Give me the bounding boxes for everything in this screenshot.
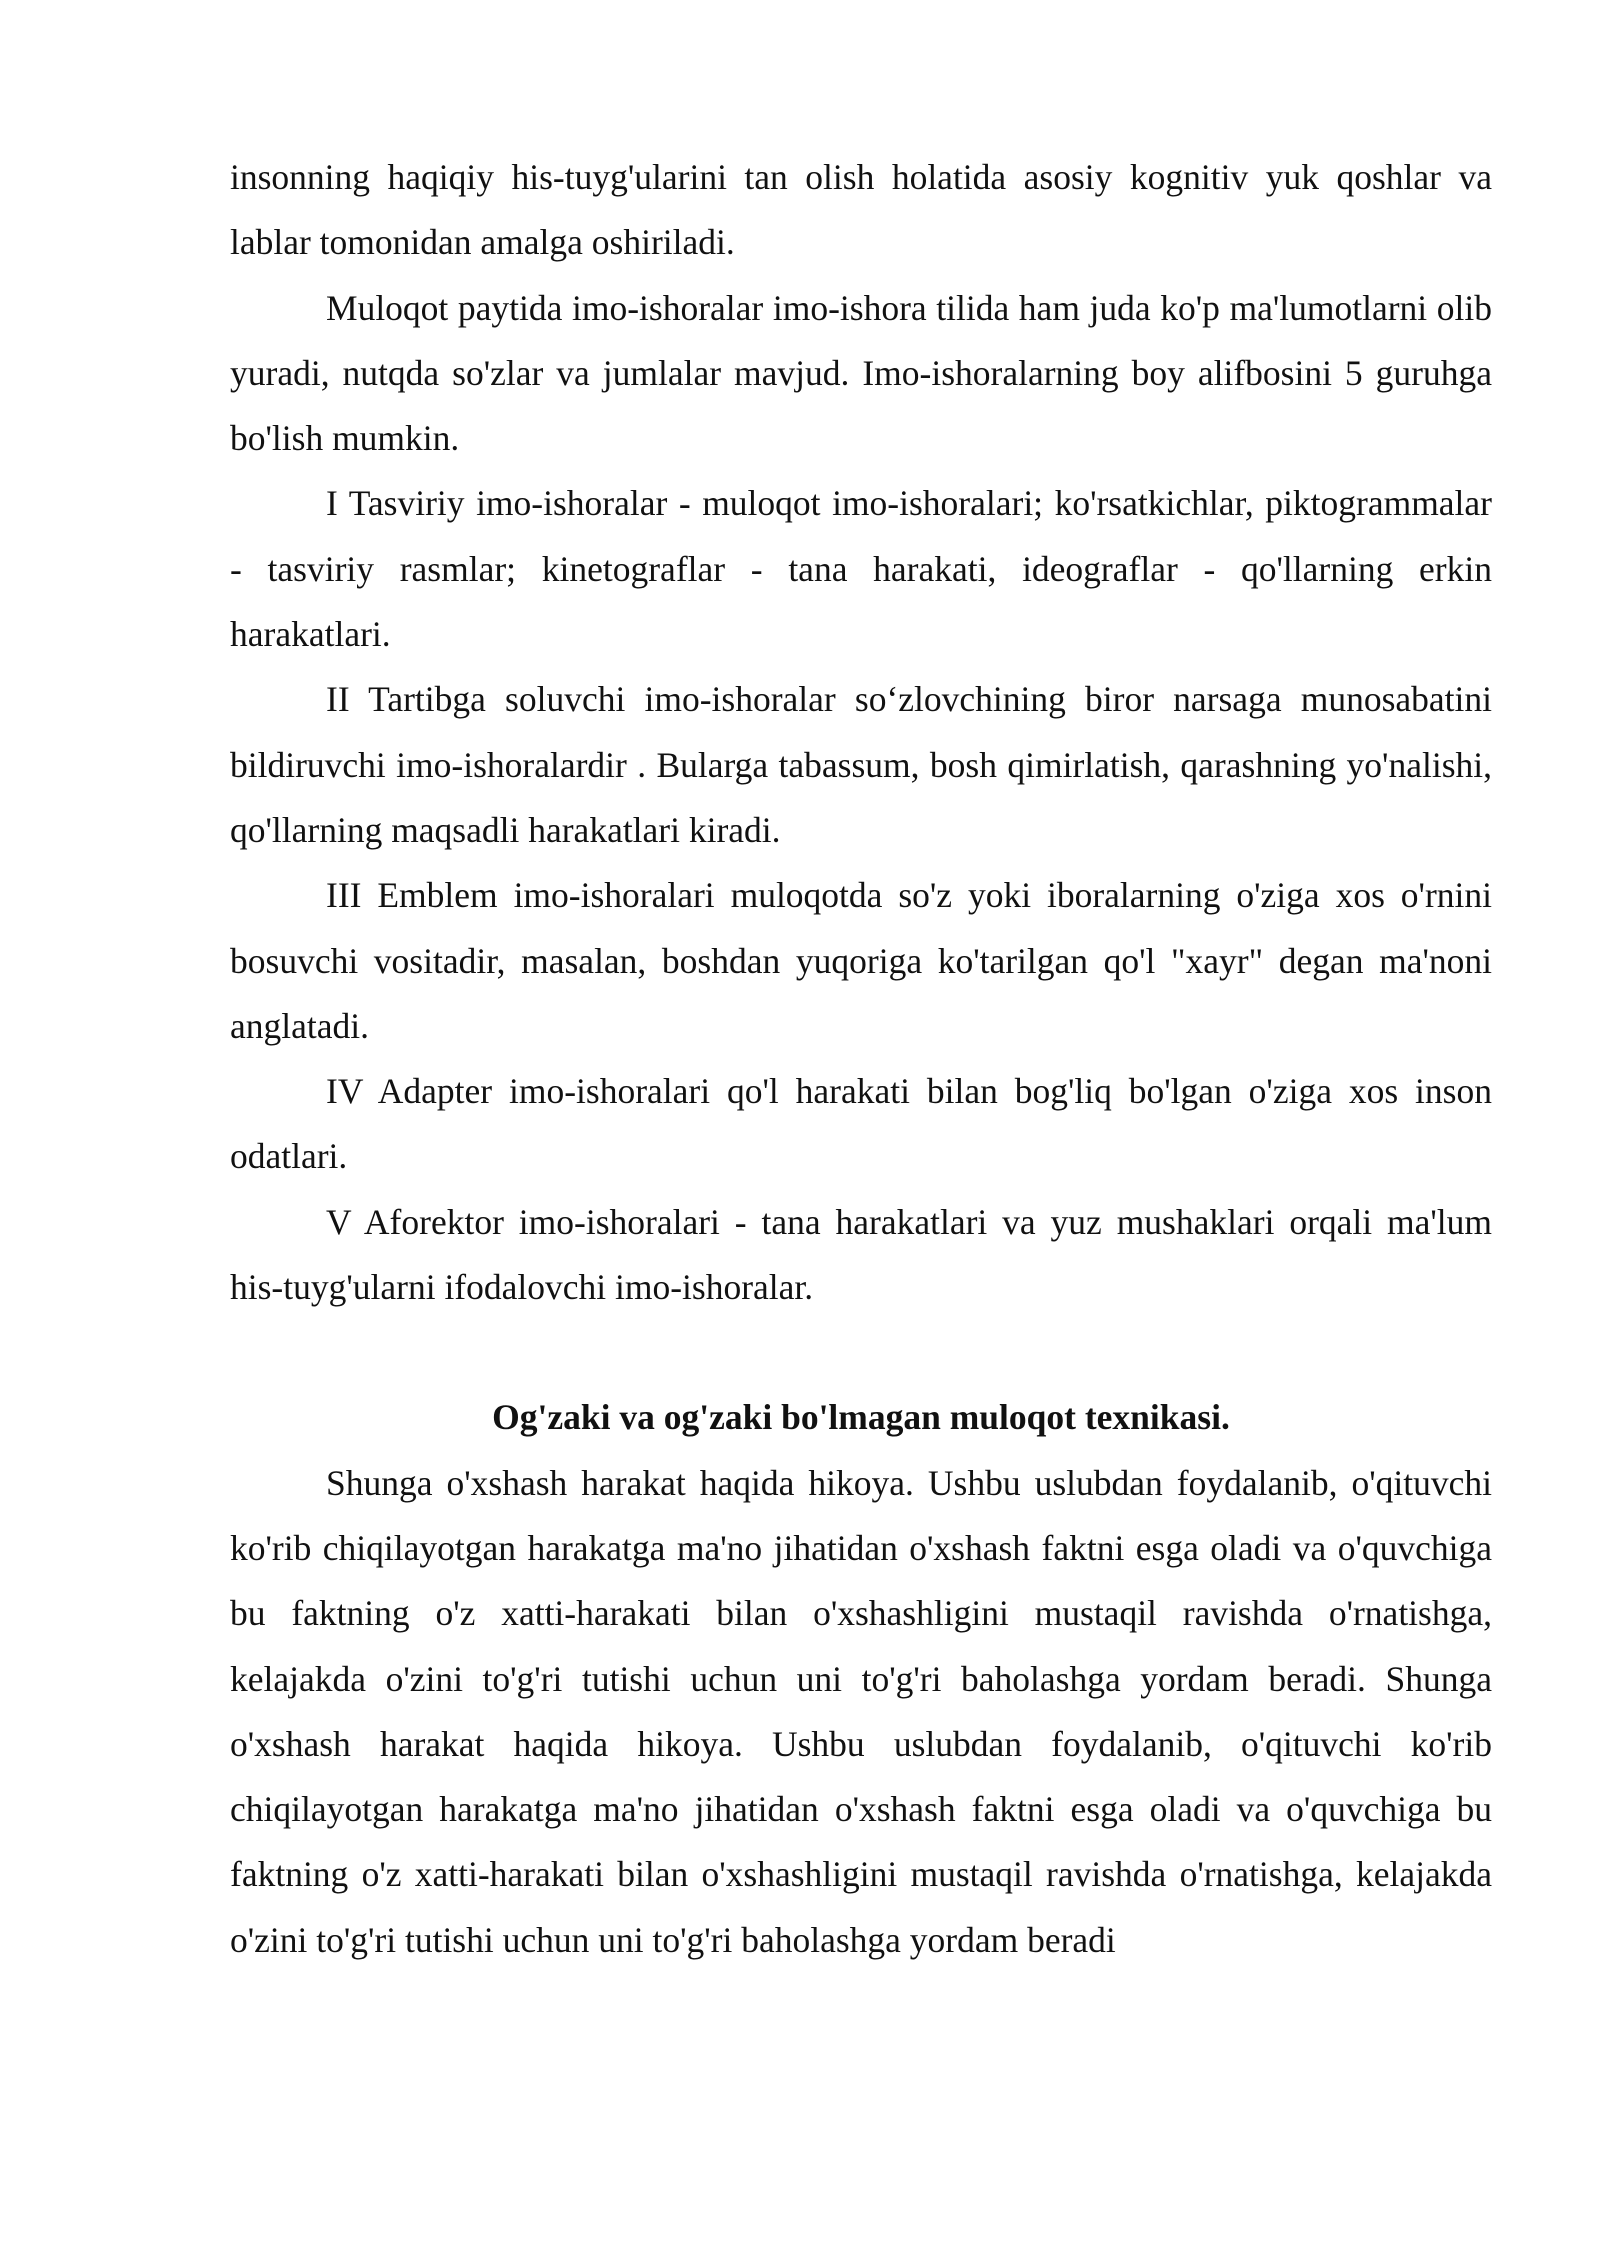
- paragraph-communication-technique: Shunga o'xshash harakat haqida hikoya. Ushbu uslubdan foydalanib, o'qituvchi ko'rib chiqilayotgan harakatga ma'no jihatidan o'xshash faktni esga oladi va o'quvchiga bu faktning o'z xatti-harakati bilan o'xshashligini mustaqil ravishda o'rnatishga, kelajakda o'zini to'g'ri tutishi uchun uni to'g'ri baholashga yordam beradi. Shunga o'xshash harakat haqida hikoya. Ushbu uslubdan foydalanib, o'qituvchi ko'rib chiqilayotgan harakatga ma'no jihatidan o'xshash faktni esga oladi va o'quvchiga bu faktning o'z xatti-harakati bilan o'xshashligini mustaqil ravishda o'rnatishga, kelajakda o'zini to'g'ri tutishi uchun uni to'g'ri baholashga yordam beradi: [230, 1462, 1492, 1960]
- document-body: [230, 145, 1492, 1973]
- paragraph-gesture-group-4: IV Adapter imo-ishoralari qo'l harakati bilan bog'liq bo'lgan o'ziga xos inson odatlari.: [230, 1071, 1492, 1177]
- paragraph-gesture-group-1: I Tasviriy imo-ishoralar - muloqot imo-ishoralari; ko'rsatkichlar, piktogrammalar - tasviriy rasmlar; kinetograflar - tana harakati, ideograflar - qo'llarning erkin harakatlari.: [230, 483, 1492, 655]
- paragraph-gesture-group-2: II Tartibga soluvchi imo-ishoralar so‘zlovchining biror narsaga munosabatini bildiruvchi imo-ishoralardir . Bularga tabassum, bosh qimirlatish, qarashning yo'nalishi, qo'llarning maqsadli harakatlari kiradi.: [230, 679, 1492, 850]
- paragraph-gesture-group-3: III Emblem imo-ishoralari muloqotda so'z yoki iboralarning o'ziga xos o'rnini bosuvchi vositadir, masalan, boshdan yuqoriga ko'tarilgan qo'l "xayr" degan ma'noni anglatadi.: [230, 875, 1492, 1046]
- paragraph-gestures-intro: Muloqot paytida imo-ishoralar imo-ishora tilida ham juda ko'p ma'lumotlarni olib yuradi, nutqda so'zlar va jumlalar mavjud. Imo-ishoralarning boy alifbosini 5 guruhga bo'lish mumkin.: [230, 287, 1492, 459]
- section-heading: Og'zaki va og'zaki bo'lmagan muloqot texnikasi.: [492, 1397, 1230, 1438]
- paragraph-gesture-group-5: V Aforektor imo-ishoralari - tana harakatlari va yuz mushaklari orqali ma'lum his-tuyg'ularni ifodalovchi imo-ishoralar.: [230, 1201, 1492, 1308]
- paragraph-continuation: insonning haqiqiy his-tuyg'ularini tan olish holatida asosiy kognitiv yuk qoshlar va lablar tomonidan amalga oshiriladi.: [230, 157, 1492, 263]
